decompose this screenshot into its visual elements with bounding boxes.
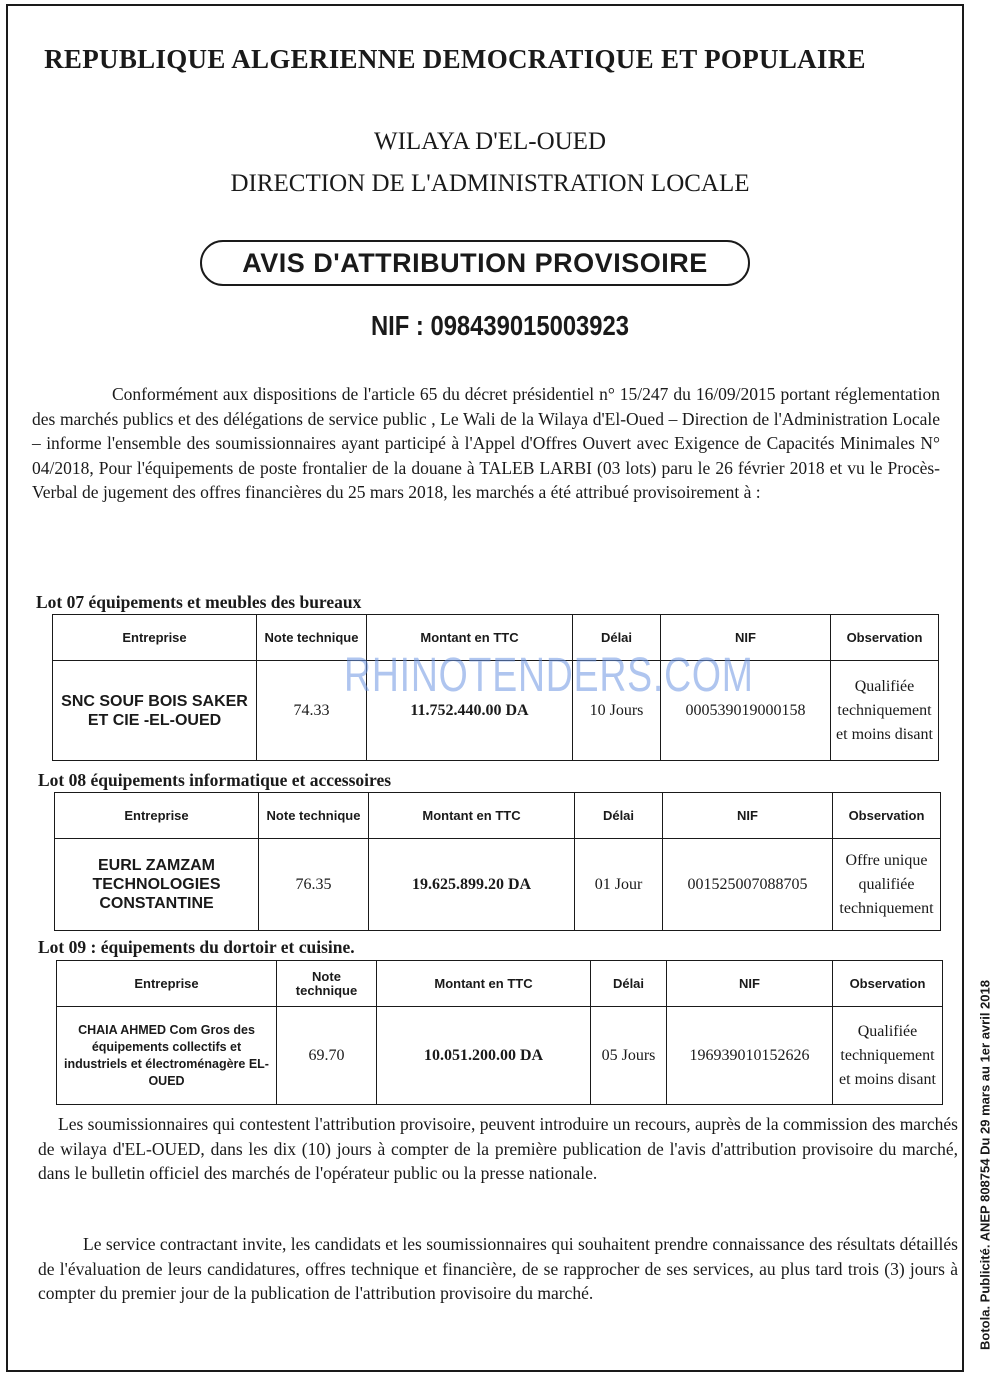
cell-observation: Offre unique qualifiée techniquement: [833, 839, 941, 931]
cell-nif: 000539019000158: [661, 661, 831, 761]
header-montant: Montant en TTC: [367, 615, 573, 661]
header-note: Note technique: [257, 615, 367, 661]
republique-heading: REPUBLIQUE ALGERIENNE DEMOCRATIQUE ET POPULAIRE: [44, 44, 866, 74]
wilaya-heading: WILAYA D'EL-OUED: [373, 128, 607, 155]
invitation-paragraph: Le service contractant invite, les candidats et les soumissionnaires qui souhaitent prendre connaissance des résultats détaillés de l'évaluation de leurs candidatures, offres technique et financière, de se rapprocher de ses services, au plus tard trois (3) jours à compter du premier jour de la publication de l'attribution provisoire du marché.: [38, 1234, 958, 1303]
intro-paragraph: Conformément aux dispositions de l'article 65 du décret présidentiel n° 15/247 du 16/09/2015 portant réglementation des marchés publics et des délégations de service public , Le Wali de la Wilaya d'El-Oued – Direction de l'Administration Locale – informe l'ensemble des soumissionnaires ayant participé à l'Appel d'Offres Ouvert avec Exigence de Capacités Minimales N° 04/2018, Pour l'équipements de poste frontalier de la douane à TALEB LARBI (03 lots) paru le 26 février 2018 et vu le Procès-Verbal de jugement des offres financières du 25 mars 2018, les marchés a été attribué provisoirement à :: [32, 384, 940, 502]
table-header-row: [53, 615, 939, 661]
nif-heading: NIF : 098439015003923: [370, 310, 630, 341]
side-note-text: Botola. Publicité. ANEP 808754 Du 29 mars au 1er avril 2018: [977, 980, 993, 1350]
table-row: [57, 1007, 943, 1105]
cell-entreprise: SNC SOUF BOIS SAKER ET CIE -EL-OUED: [53, 661, 257, 761]
cell-observation: Qualifiée techniquement et moins disant: [831, 661, 939, 761]
lot-09-title: Lot 09 : équipements du dortoir et cuisine.: [38, 937, 355, 957]
watermark: RHINOTENDERS.COM: [344, 649, 754, 702]
header-observation: Observation: [831, 615, 939, 661]
header-entreprise: Entreprise: [55, 793, 259, 839]
lot-09-table: [56, 960, 943, 1105]
table-header-row: [55, 793, 941, 839]
cell-note: 74.33: [257, 661, 367, 761]
header-entreprise: Entreprise: [53, 615, 257, 661]
table-header-row: [57, 961, 943, 1007]
direction-heading: DIRECTION DE L'ADMINISTRATION LOCALE: [230, 170, 750, 197]
header-nif: NIF: [663, 793, 833, 839]
table-row: [55, 839, 941, 931]
header-montant: Montant en TTC: [369, 793, 575, 839]
header-montant: Montant en TTC: [377, 961, 591, 1007]
cell-nif: 196939010152626: [667, 1007, 833, 1105]
header-observation: Observation: [833, 793, 941, 839]
recours-paragraph: Les soumissionnaires qui contestent l'attribution provisoire, peuvent introduire un recours, auprès de la commission des marchés de wilaya d'EL-OUED, dans les dix (10) jours à compter de la première publication de l'avis d'attribution provisoire du marché, dans le bulletin officiel des marchés de l'opérateur public ou la presse nationale.: [38, 1114, 958, 1183]
table-row: [53, 661, 939, 761]
header-note: Note technique: [277, 961, 377, 1007]
lot-08-table: [54, 792, 941, 931]
cell-entreprise: EURL ZAMZAM TECHNOLOGIES CONSTANTINE: [55, 839, 259, 931]
cell-note: 76.35: [259, 839, 369, 931]
header-delai: Délai: [575, 793, 663, 839]
header-delai: Délai: [591, 961, 667, 1007]
cell-montant: 19.625.899.20 DA: [369, 839, 575, 931]
cell-montant: 10.051.200.00 DA: [377, 1007, 591, 1105]
notice-title: AVIS D'ATTRIBUTION PROVISOIRE: [242, 247, 708, 278]
lot-07-table: [52, 614, 939, 761]
cell-entreprise: CHAIA AHMED Com Gros des équipements collectifs et industriels et électroménagère EL-OUED: [57, 1007, 277, 1105]
header-nif: NIF: [661, 615, 831, 661]
header-observation: Observation: [833, 961, 943, 1007]
lot-08-title: Lot 08 équipements informatique et accessoires: [38, 770, 392, 790]
cell-delai: 05 Jours: [591, 1007, 667, 1105]
header-note: Note technique: [259, 793, 369, 839]
header-nif: NIF: [667, 961, 833, 1007]
header-entreprise: Entreprise: [57, 961, 277, 1007]
cell-observation: Qualifiée techniquement et moins disant: [833, 1007, 943, 1105]
cell-montant: 11.752.440.00 DA: [367, 661, 573, 761]
notice-title-banner: [200, 240, 750, 286]
cell-delai: 01 Jour: [575, 839, 663, 931]
cell-nif: 001525007088705: [663, 839, 833, 931]
cell-delai: 10 Jours: [573, 661, 661, 761]
header-delai: Délai: [573, 615, 661, 661]
publication-side-note: [970, 960, 1000, 1370]
cell-note: 69.70: [277, 1007, 377, 1105]
lot-07-title: Lot 07 équipements et meubles des bureaux: [36, 592, 362, 612]
